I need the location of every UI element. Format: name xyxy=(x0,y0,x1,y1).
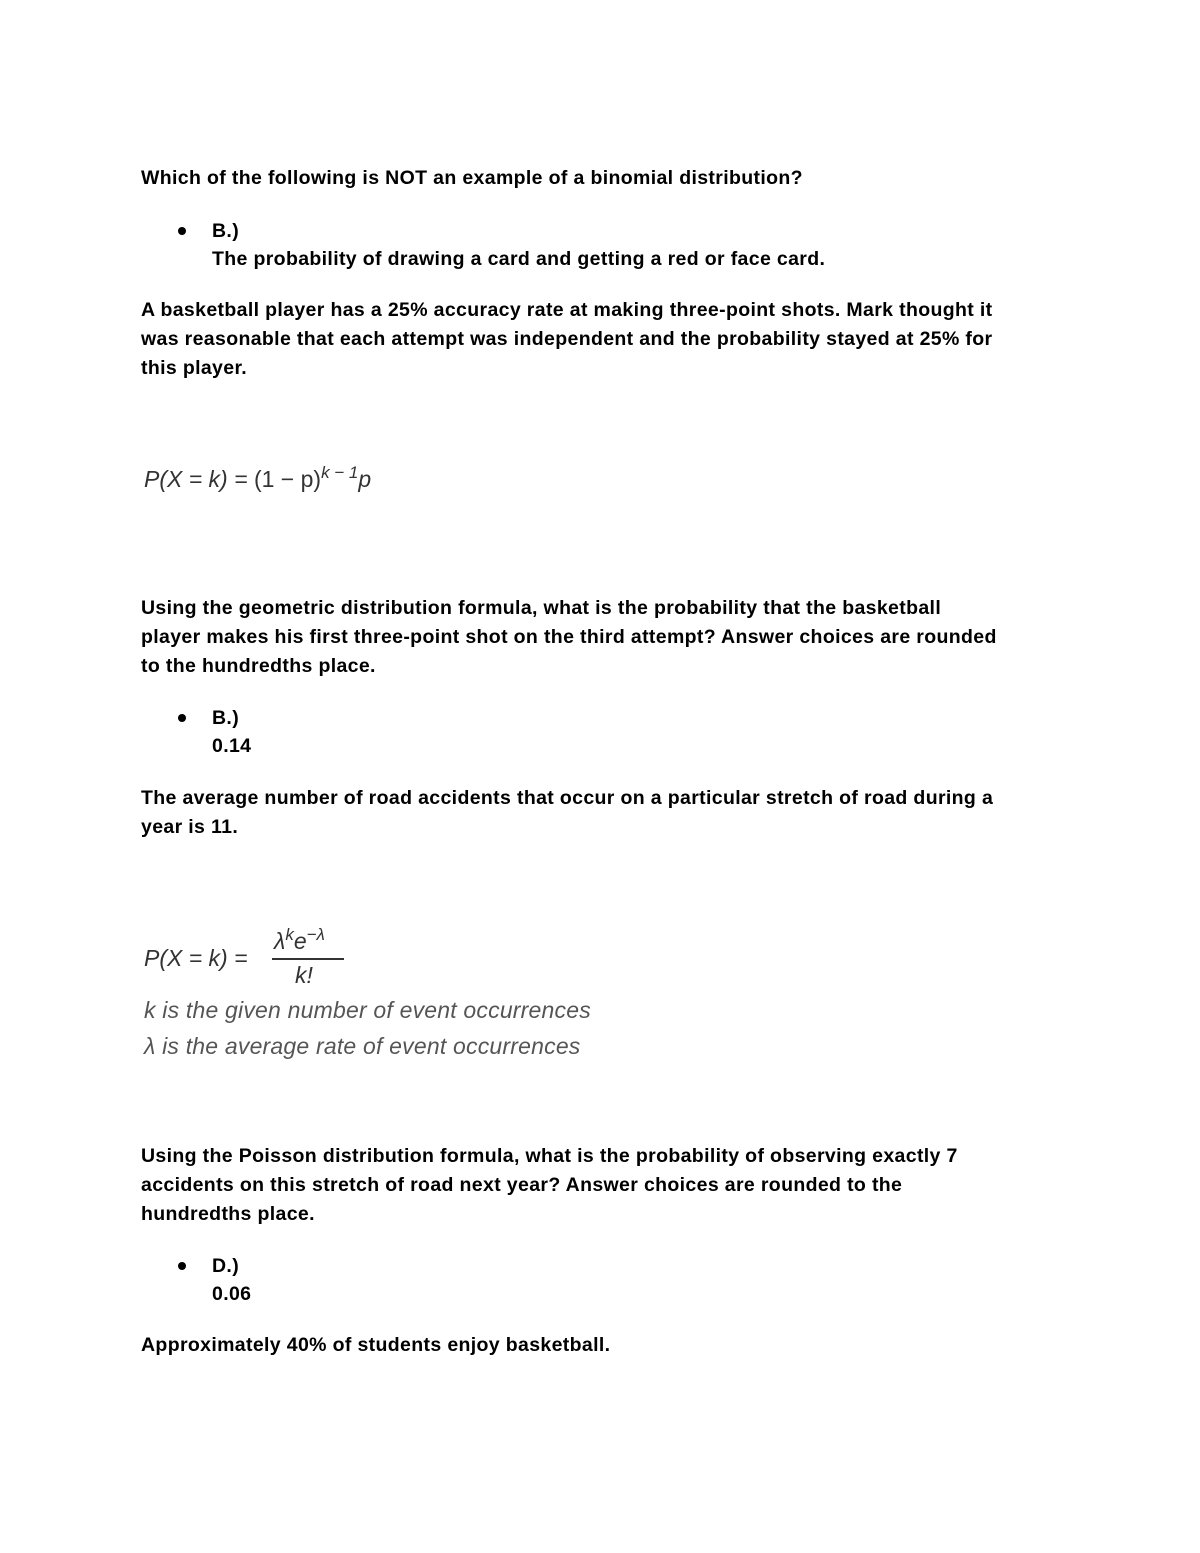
text-line: was reasonable that each attempt was independent and the probability stayed at 25% for xyxy=(141,328,993,350)
formula-note-k xyxy=(144,997,591,1024)
formula-e: e xyxy=(293,928,307,954)
text-line: hundredths place. xyxy=(141,1203,315,1225)
geometric-formula xyxy=(144,463,371,493)
text-line: Using the geometric distribution formula, what is the probability that the basketball xyxy=(141,597,942,619)
formula-k-factorial: k! xyxy=(295,962,313,988)
text-line: year is 11. xyxy=(141,816,239,838)
bullet-dot-icon xyxy=(178,227,186,235)
fraction-bar xyxy=(272,958,344,960)
text-line: this player. xyxy=(141,357,248,379)
answer-text: 0.06 xyxy=(212,1283,252,1305)
question-students-setup xyxy=(141,1331,1071,1360)
text-line: to the hundredths place. xyxy=(141,655,376,677)
formula-lambda: λ xyxy=(274,928,286,954)
text-line: player makes his first three-point shot on the third attempt? Answer choices are rounded xyxy=(141,626,997,648)
question-poisson-prompt xyxy=(141,1142,1071,1229)
text-line: Which of the following is NOT an example of a binomial distribution? xyxy=(141,167,803,189)
poisson-formula-denominator xyxy=(295,962,313,989)
formula-note-lambda xyxy=(144,1033,581,1060)
formula-lhs: P(X = k) = xyxy=(144,945,248,971)
text-line: The average number of road accidents that occur on a particular stretch of road during a xyxy=(141,787,994,809)
question-poisson-setup xyxy=(141,784,1071,842)
poisson-formula-lhs xyxy=(144,945,248,972)
question-geometric-setup xyxy=(141,296,1071,383)
answer-text: 0.14 xyxy=(212,735,252,757)
formula-exp-neg-lambda: −λ xyxy=(306,925,325,944)
note-text: k is the given number of event occurrences xyxy=(144,997,591,1023)
text-line: accidents on this stretch of road next year? Answer choices are rounded to the xyxy=(141,1174,903,1196)
text-line: Using the Poisson distribution formula, what is the probability of observing exactly 7 xyxy=(141,1145,958,1167)
question-binomial-prompt xyxy=(141,164,1071,193)
bullet-dot-icon xyxy=(178,1262,186,1270)
question-geometric-prompt xyxy=(141,594,1071,681)
formula-lhs: P(X = k) = xyxy=(144,466,254,492)
formula-exponent: k − 1 xyxy=(321,463,359,482)
poisson-formula-numerator xyxy=(274,925,325,955)
answer-label: B.) xyxy=(212,220,240,242)
formula-base: (1 − p) xyxy=(253,466,322,492)
note-text: λ is the average rate of event occurrences xyxy=(144,1033,581,1059)
formula-exp-k: k xyxy=(285,925,294,944)
answer-label: B.) xyxy=(212,707,240,729)
formula-tail: p xyxy=(358,466,372,492)
text-line: Approximately 40% of students enjoy basketball. xyxy=(141,1334,611,1356)
text-line: A basketball player has a 25% accuracy rate at making three-point shots. Mark thought it xyxy=(141,299,993,321)
answer-label: D.) xyxy=(212,1255,240,1277)
bullet-dot-icon xyxy=(178,714,186,722)
answer-text: The probability of drawing a card and getting a red or face card. xyxy=(212,248,826,270)
